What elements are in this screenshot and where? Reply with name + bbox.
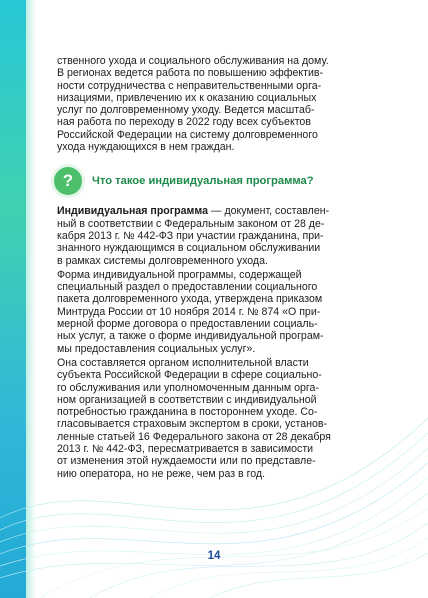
authority-paragraph: [57, 357, 369, 480]
text-line: мерной форме договора о предоставлении социаль-: [57, 318, 318, 331]
text-line: Российской Федерации на систему долговременного: [57, 128, 318, 141]
intro-paragraph: [57, 55, 369, 153]
text-line: субъекта Российской Федерации в сфере социально-: [57, 369, 322, 382]
text-line: мы предоставления социальных услуг».: [57, 342, 256, 355]
form-paragraph: [57, 269, 369, 355]
text-line: специальный раздел о предоставлении социального: [57, 281, 318, 294]
question-mark-icon: ?: [54, 167, 82, 195]
text-line: ленные статьей 16 Федерального закона от 28 декабря: [57, 430, 331, 443]
text-line: от изменения этой нуждаемости или по представле-: [57, 455, 316, 468]
text-line: Она составляется органом исполнительной власти: [57, 356, 309, 369]
text-line: Форма индивидуальной программы, содержащей: [57, 268, 302, 281]
decorative-side-band: [0, 0, 26, 598]
text-line: ный в соответствии с Федеральным законом от 28 де-: [57, 217, 325, 230]
text-line: гласовывается страховым экспертом в сроки, установ-: [57, 418, 328, 431]
text-line: ном организацией в соответствии с индивидуальной: [57, 393, 317, 406]
text-line: ная работа по переходу в 2022 году всех субъектов: [57, 116, 311, 129]
text-line: В регионах ведется работа по повышению эффектив-: [57, 67, 324, 80]
text-line: ухода нуждающихся в нем граждан.: [57, 141, 235, 154]
text-line: пакета долговременного ухода, утверждена приказом: [57, 293, 323, 306]
definition-term: Индивидуальная программа: [57, 205, 208, 218]
text-line: [57, 205, 369, 217]
text-line: ственного ухода и социального обслуживания на дому.: [57, 55, 329, 67]
section-heading: [57, 167, 369, 195]
text-line: в рамках системы долговременного ухода.: [57, 254, 268, 267]
text-line: Минтруда России от 10 ноября 2014 г. № 874 «О при-: [57, 305, 321, 318]
page-number: 14: [207, 550, 221, 562]
text-line: низациями, привлечению их к оказанию социальных: [57, 91, 317, 104]
text-line: нию оператора, но не реже, чем раз в год.: [57, 467, 266, 480]
text-line: 2013 г. № 442-ФЗ, пересматривается в зависимости: [57, 443, 314, 456]
section-title: Что такое индивидуальная программа?: [92, 175, 314, 188]
text-line: го обслуживания или уполномоченным данным орга-: [57, 381, 319, 394]
text-line: знанного нуждающимся в социальном обслуживании: [57, 242, 321, 255]
text-line: услуг по долговременному уходу. Ведется масштаб-: [57, 104, 315, 117]
definition-text: — документ, составлен-: [207, 205, 330, 218]
text-line: потребностью гражданина в постороннем уходе. Со-: [57, 406, 318, 419]
text-line: ности сотрудничества с неправительственными орга-: [57, 79, 322, 92]
text-line: кабря 2013 г. № 442-ФЗ при участии гражданина, при-: [57, 229, 324, 242]
definition-paragraph: [57, 205, 369, 266]
text-line: ных услуг, а также о форме индивидуальной програм-: [57, 330, 324, 343]
page-content: [57, 55, 369, 480]
